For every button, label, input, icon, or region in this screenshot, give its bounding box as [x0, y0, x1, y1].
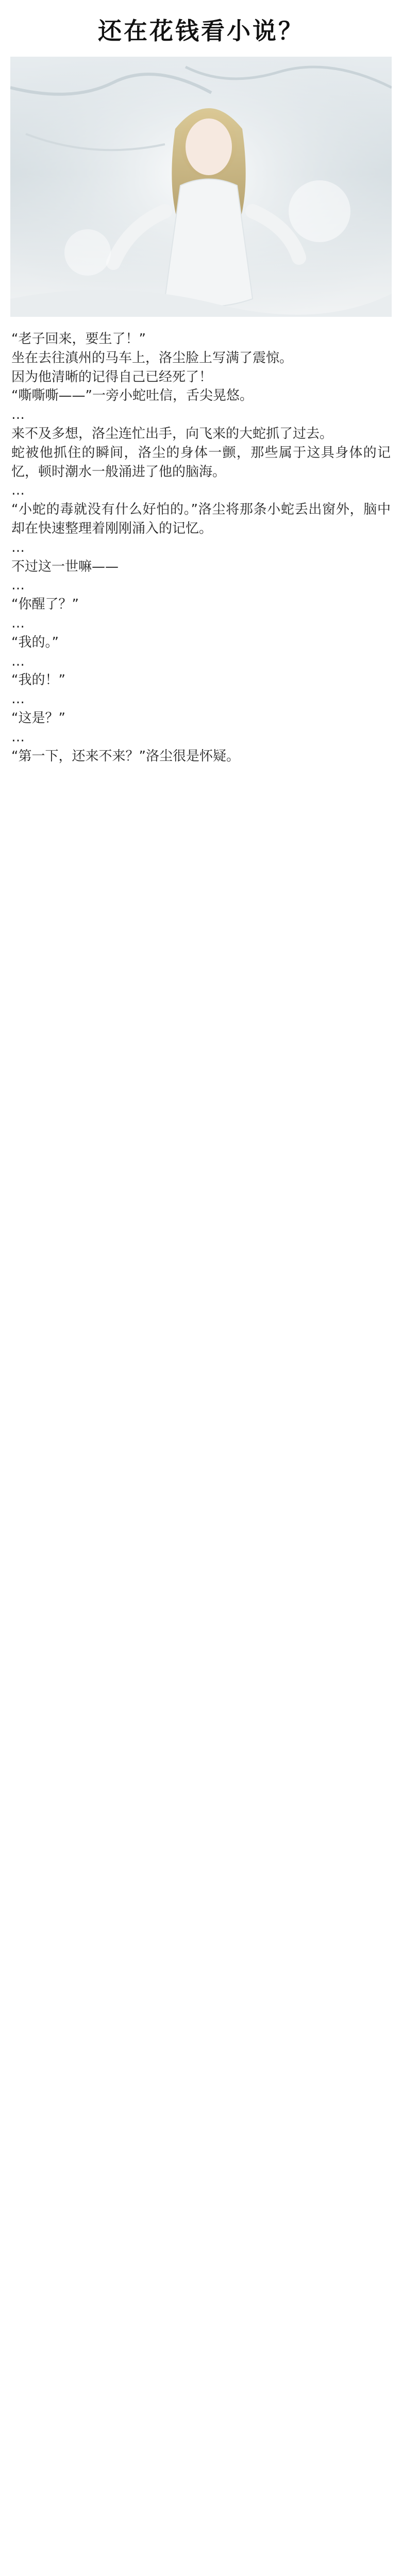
paragraph: … — [11, 615, 25, 631]
paragraph: “你醒了？” — [11, 597, 79, 613]
paragraph: 蛇被他抓住的瞬间，洛尘的身体一颤，那些属于这具身体的记忆，顿时潮水一般涌进了他的脑海。 — [11, 445, 391, 480]
paragraph: … — [11, 653, 25, 669]
paragraph: … — [11, 691, 25, 707]
paragraph: … — [11, 729, 25, 745]
page-title: 还在花钱看小说？ — [98, 17, 304, 45]
story-text — [11, 330, 391, 2576]
paragraph: “我的！” — [11, 672, 65, 688]
hero-illustration — [10, 57, 392, 317]
paragraph: 坐在去往滇州的马车上，洛尘脸上写满了震惊。 — [11, 350, 293, 366]
paragraph: “我的。” — [11, 634, 59, 650]
paragraph: “小蛇的毒就没有什么好怕的。”洛尘将那条小蛇丢出窗外，脑中却在快速整理着刚刚涌入的记忆。 — [11, 502, 391, 536]
paragraph: … — [11, 578, 25, 594]
paragraph: … — [11, 407, 25, 423]
paragraph: “老子回来，要生了！” — [11, 331, 146, 347]
paragraph: 不过这一世嘛—— — [11, 558, 119, 574]
paragraph: “嘶嘶嘶——”一旁小蛇吐信，舌尖晃悠。 — [11, 388, 253, 404]
paragraph: “第一下，还来不来？”洛尘很是怀疑。 — [11, 748, 240, 764]
paragraph: … — [11, 539, 25, 555]
paragraph: 来不及多想，洛尘连忙出手，向飞来的大蛇抓了过去。 — [11, 426, 333, 442]
paragraph: “这是？” — [11, 710, 65, 726]
paragraph: … — [11, 483, 25, 499]
paragraph: 因为他清晰的记得自己已经死了！ — [11, 369, 213, 385]
